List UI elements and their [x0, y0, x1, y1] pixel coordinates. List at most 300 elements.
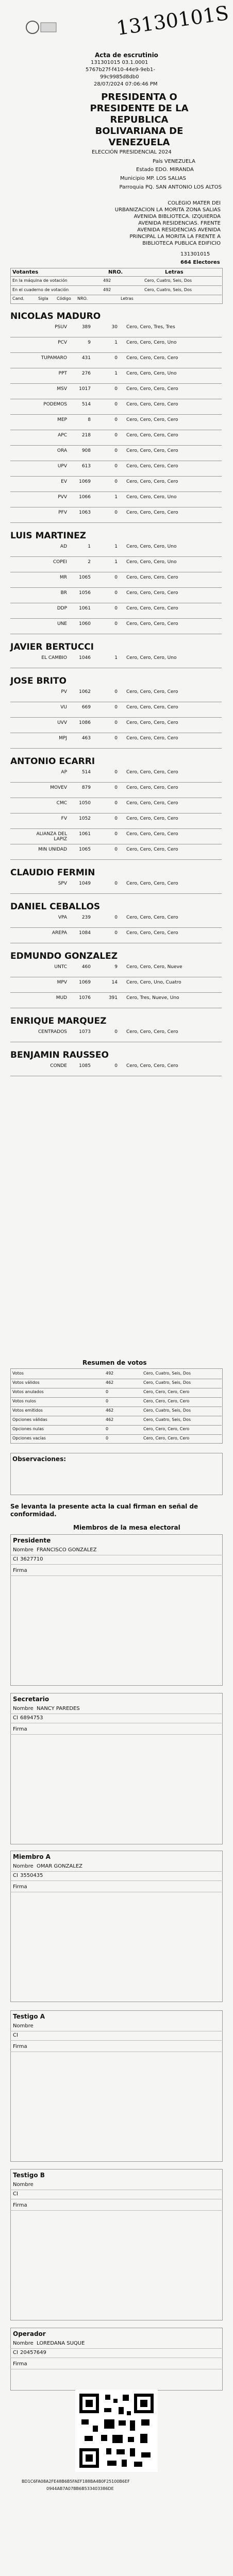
party-votes: 0 [114, 606, 118, 611]
party-code: MSV [57, 386, 67, 392]
party-votes: 0 [114, 770, 118, 775]
signature-ci-label: CI [13, 2191, 18, 2197]
party-code: DDP [57, 606, 67, 611]
signature-ci: 3627710 [20, 1556, 43, 1562]
candidate-party-row [36, 464, 222, 480]
party-code: MOVEV [50, 785, 67, 790]
party-votes: 1 [114, 495, 118, 500]
center-line-6: PRINCIPAL LA MORITA LA FRENTE A [129, 234, 221, 240]
summary-row [10, 1416, 222, 1425]
party-votes-letters: Cero, Cero, Cero, Cero [126, 881, 178, 886]
party-number: 389 [81, 325, 91, 330]
party-votes-letters: Cero, Cero, Cero, Cero [126, 736, 178, 741]
party-votes-letters: Cero, Cero, Cero, Cero [126, 705, 178, 710]
party-votes-letters: Cero, Cero, Cero, Cero [126, 606, 178, 611]
party-votes: 0 [114, 930, 118, 936]
party-number: 1061 [79, 606, 91, 611]
candidate-party-row [36, 930, 222, 947]
party-votes: 0 [114, 832, 118, 837]
signature-block [10, 1851, 223, 2002]
party-votes-letters: Cero, Cero, Cero, Cero [126, 689, 178, 694]
party-code: CENTRADOS [38, 1029, 67, 1035]
signature-name-label: Nombre [13, 2341, 34, 2346]
party-votes-letters: Cero, Cero, Cero, Cero [126, 785, 178, 790]
party-code: PV [61, 689, 67, 694]
party-votes: 0 [114, 510, 118, 515]
election-line-4: BOLIVARIANA DE [95, 126, 184, 137]
row2-label: En el cuaderno de votación [12, 287, 69, 292]
observations-label: Observaciones: [12, 1455, 66, 1463]
signature-ci: 3550435 [20, 1873, 43, 1878]
footer-hash-1: BD1C6FA08A2FE48B6B5FAEF188BA4B0F25100B6EF [22, 2479, 130, 2484]
party-number: 1065 [79, 847, 91, 852]
party-votes: 14 [111, 980, 118, 985]
party-code: CMC [56, 801, 67, 806]
party-votes: 0 [114, 621, 118, 626]
party-votes-letters: Cero, Cero, Cero, Cero [126, 1029, 178, 1035]
candidate-party-row [36, 402, 222, 418]
candidate-party-row [36, 575, 222, 591]
party-code: EV [61, 479, 67, 484]
summary-row [10, 1369, 222, 1379]
signature-role: Presidente [13, 1537, 51, 1544]
summary-row [10, 1397, 222, 1406]
party-code: PPT [58, 371, 67, 376]
party-number: 1084 [79, 930, 91, 936]
candidate-name: EDMUNDO GONZALEZ [10, 951, 118, 961]
qr-code [75, 2389, 158, 2472]
party-votes: 0 [114, 801, 118, 806]
municipality: Municipio MP. LOS SALIAS [120, 176, 186, 181]
party-votes: 1 [114, 340, 118, 345]
party-code: TUPAMARO [41, 355, 67, 361]
candidate-party-row [36, 606, 222, 622]
summary-letters: Cero, Cuatro, Seis, Dos [143, 1380, 191, 1385]
summary-label: Votos emitidos [12, 1408, 43, 1413]
summary-nro: 492 [106, 1371, 114, 1376]
party-code: CONDE [50, 1063, 67, 1069]
signature-name: OMAR GONZALEZ [37, 1863, 82, 1869]
party-votes-letters: Cero, Tres, Nueve, Uno [126, 995, 179, 1001]
party-votes-letters: Cero, Cero, Cero, Cero [126, 575, 178, 580]
summary-letters: Cero, Cuatro, Seis, Dos [143, 1371, 191, 1376]
candidate-party-row [36, 964, 222, 981]
party-votes: 9 [114, 964, 118, 970]
signature-role: Operador [13, 2330, 46, 2337]
center-line-7: BIBLIOTECA PUBLICA EDIFICIO [142, 241, 221, 246]
candidate-party-row [36, 785, 222, 802]
party-votes: 391 [108, 995, 118, 1001]
summary-nro: 0 [106, 1436, 109, 1440]
party-code: PODEMOS [43, 402, 67, 407]
signature-name: NANCY PAREDES [37, 1706, 80, 1711]
signature-name: FRANCISCO GONZALEZ [37, 1547, 97, 1553]
party-votes: 0 [114, 689, 118, 694]
election-line-2: PRESIDENTE DE LA [90, 103, 189, 114]
party-votes-letters: Cero, Cero, Cero, Cero [126, 770, 178, 775]
party-votes: 0 [114, 705, 118, 710]
election-line-5: VENEZUELA [108, 137, 170, 148]
party-code: APC [58, 433, 67, 438]
candidate-party-row [36, 801, 222, 817]
party-votes-letters: Cero, Cero, Cero, Uno [126, 544, 177, 549]
center-line-5: AVENIDA RESIDENCIAS AVENIDA [137, 227, 221, 233]
summary-row [10, 1388, 222, 1397]
row1-letters: Cero, Cuatro, Seis, Dos [144, 278, 192, 283]
candidate-name: ANTONIO ECARRI [10, 756, 95, 767]
party-code: MUD [56, 995, 67, 1001]
center-line-3: AVENIDA BIBLIOTECA. IZQUIERDA [134, 214, 221, 219]
party-votes: 0 [114, 433, 118, 438]
summary-title: Resumen de votos [82, 1359, 147, 1366]
summary-nro: 462 [106, 1408, 114, 1413]
candidate-party-row [36, 1029, 222, 1046]
party-votes-letters: Cero, Cero, Cero, Cero [126, 720, 178, 725]
summary-label: Opciones vacías [12, 1436, 46, 1440]
center-line-1: COLEGIO MATER DEI [168, 200, 221, 206]
summary-nro: 0 [106, 1399, 109, 1403]
party-votes-letters: Cero, Cero, Cero, Cero [126, 448, 178, 453]
candidate-party-row [36, 705, 222, 721]
candidate-party-row [36, 915, 222, 931]
party-code: VU [60, 705, 67, 710]
party-votes-letters: Cero, Cero, Cero, Cero [126, 479, 178, 484]
signature-block [10, 2169, 223, 2320]
party-votes-letters: Cero, Cero, Cero, Cero [126, 1063, 178, 1069]
party-number: 669 [81, 705, 91, 710]
summary-letters: Cero, Cero, Cero, Cero [143, 1427, 190, 1431]
party-votes: 0 [114, 575, 118, 580]
candidate-party-row [36, 417, 222, 434]
candidate-party-row [36, 433, 222, 449]
party-code: AP [61, 770, 67, 775]
summary-letters: Cero, Cero, Cero, Cero [143, 1399, 190, 1403]
party-votes-letters: Cero, Cero, Cero, Cero [126, 510, 178, 515]
party-votes: 1 [114, 544, 118, 549]
sub-col-5: Letras [121, 296, 134, 301]
signature-role: Testigo A [13, 2013, 45, 2020]
party-number: 1086 [79, 720, 91, 725]
party-code: PCV [58, 340, 67, 345]
party-number: 1061 [79, 832, 91, 837]
candidate-name: JOSE BRITO [10, 676, 66, 686]
party-number: 463 [81, 736, 91, 741]
party-votes: 0 [114, 736, 118, 741]
candidate-party-row [36, 1063, 222, 1080]
signature-firma-label: Firma [13, 2044, 27, 2049]
party-code: MPJ [59, 736, 67, 741]
sub-col-1: Cand. [12, 296, 25, 301]
party-number: 1050 [79, 801, 91, 806]
candidate-party-row [36, 325, 222, 341]
party-number: 1017 [79, 386, 91, 392]
party-number: 1065 [79, 575, 91, 580]
legal-text: Se levanta la presente acta la cual firman en señal de conformidad. [10, 1503, 198, 1518]
signature-name-label: Nombre [13, 2182, 34, 2188]
voting-center [107, 200, 221, 247]
party-number: 1052 [79, 816, 91, 821]
party-number: 1056 [79, 590, 91, 596]
party-votes-letters: Cero, Cero, Cero, Cero [126, 915, 178, 920]
party-number: 460 [81, 964, 91, 970]
party-votes-letters: Cero, Cero, Tres, Tres [126, 325, 175, 330]
signature-ci-label: CI [13, 1873, 18, 1878]
party-code: UNE [57, 621, 67, 626]
row1-nro: 492 [103, 278, 111, 283]
candidate-name: DANIEL CEBALLOS [10, 902, 101, 912]
signature-ci-label: CI [13, 1556, 18, 1562]
signature-firma-label: Firma [13, 1568, 27, 1573]
party-votes: 1 [114, 655, 118, 660]
row1-label: En la máquina de votación [12, 278, 68, 283]
party-votes-letters: Cero, Cero, Cero, Cero [126, 847, 178, 852]
party-code: ORA [57, 448, 67, 453]
candidate-party-row [36, 881, 222, 897]
party-code: MPV [57, 980, 67, 985]
party-votes: 30 [111, 325, 118, 330]
parish: Parroquia PQ. SAN ANTONIO LOS ALTOS [119, 184, 222, 190]
center-code: 131301015 [180, 251, 210, 257]
summary-nro: 462 [106, 1417, 114, 1422]
candidate-party-row [36, 770, 222, 786]
candidate-party-row [36, 386, 222, 403]
voters-col-1: Votantes [12, 269, 39, 275]
party-votes-letters: Cero, Cero, Cero, Cero [126, 930, 178, 936]
candidate-party-row [36, 448, 222, 465]
signature-ci: 6894753 [20, 1715, 43, 1721]
party-number: 1063 [79, 510, 91, 515]
party-votes: 0 [114, 355, 118, 361]
candidate-party-row [36, 340, 222, 357]
party-votes: 0 [114, 915, 118, 920]
center-line-2: URBANIZACION LA MORITA ZONA SALIAS [114, 207, 221, 213]
signature-role: Testigo B [13, 2172, 45, 2179]
signature-firma-label: Firma [13, 2361, 27, 2367]
sub-col-4: NRO. [77, 296, 88, 301]
party-code: AD [60, 544, 67, 549]
party-code: PVV [58, 495, 67, 500]
candidate-party-row [36, 544, 222, 561]
candidate-name: BENJAMIN RAUSSEO [10, 1050, 109, 1060]
party-votes: 0 [114, 816, 118, 821]
party-votes: 1 [114, 560, 118, 565]
party-number: 8 [88, 417, 91, 422]
hash-line-2: 99c9985d8db0 [100, 74, 139, 80]
party-votes: 0 [114, 1029, 118, 1035]
candidate-party-row [36, 655, 222, 672]
party-code: SPV [58, 881, 67, 886]
party-votes-letters: Cero, Cero, Cero, Nueve [126, 964, 182, 970]
party-number: 1046 [79, 655, 91, 660]
center-line-4: AVENIDA RESIDENCIAS. FRENTE [138, 221, 221, 226]
act-number: 131301015 03.1.0001 [91, 60, 148, 65]
candidate-party-row [36, 995, 222, 1012]
candidate-party-row [36, 479, 222, 496]
party-number: 2 [88, 560, 91, 565]
party-votes-letters: Cero, Cero, Uno, Cuatro [126, 980, 181, 985]
members-title: Miembros de la mesa electoral [73, 1524, 180, 1531]
party-number: 218 [81, 433, 91, 438]
candidate-party-row [36, 355, 222, 372]
party-votes: 0 [114, 479, 118, 484]
party-votes: 0 [114, 590, 118, 596]
signature-block [10, 2328, 223, 2391]
party-votes: 0 [114, 847, 118, 852]
signature-block [10, 1534, 223, 1686]
party-code: COPEI [53, 560, 67, 565]
party-votes-letters: Cero, Cero, Cero, Uno [126, 340, 177, 345]
signature-firma-label: Firma [13, 2202, 27, 2208]
party-votes: 0 [114, 720, 118, 725]
party-code: VPA [58, 915, 67, 920]
party-votes-letters: Cero, Cero, Cero, Uno [126, 560, 177, 565]
signature-name-label: Nombre [13, 1547, 34, 1553]
party-number: 1062 [79, 689, 91, 694]
party-number: 1073 [79, 1029, 91, 1035]
summary-letters: Cero, Cero, Cero, Cero [143, 1389, 190, 1394]
party-code: MR [59, 575, 67, 580]
party-votes: 0 [114, 785, 118, 790]
signature-ci-label: CI [13, 2350, 18, 2355]
party-code: UVV [57, 720, 67, 725]
signature-ci-label: CI [13, 1715, 18, 1721]
handwritten-code: 13130101S [115, 1, 230, 40]
hash-line-1: 5767b27f-f410-44e9-9eb1- [86, 67, 155, 73]
candidate-party-row [36, 510, 222, 527]
party-votes-letters: Cero, Cero, Cero, Cero [126, 355, 178, 361]
party-votes-letters: Cero, Cero, Cero, Cero [126, 433, 178, 438]
voters-col-2: NRO. [108, 269, 123, 275]
candidate-name: ENRIQUE MARQUEZ [10, 1016, 107, 1026]
candidate-name: NICOLAS MADURO [10, 311, 101, 321]
party-code: UPV [57, 464, 67, 469]
party-number: 1085 [79, 1063, 91, 1069]
signature-role: Secretario [13, 1696, 49, 1703]
party-votes-letters: Cero, Cero, Cero, Uno [126, 495, 177, 500]
summary-label: Opciones nulas [12, 1427, 44, 1431]
party-votes: 0 [114, 402, 118, 407]
election-name: ELECCIÓN PRESIDENCIAL 2024 [92, 149, 172, 155]
party-code: UNTC [54, 964, 67, 970]
party-number: 1049 [79, 881, 91, 886]
party-number: 613 [81, 464, 91, 469]
party-votes-letters: Cero, Cero, Cero, Uno [126, 655, 177, 660]
electors: 664 Electores [180, 260, 220, 265]
party-number: 908 [81, 448, 91, 453]
timestamp: 28/07/2024 07:06:46 PM [94, 81, 158, 87]
signature-role: Miembro A [13, 1853, 51, 1860]
signature-name-label: Nombre [13, 2023, 34, 2029]
party-votes: 1 [114, 371, 118, 376]
party-votes-letters: Cero, Cero, Cero, Cero [126, 402, 178, 407]
candidate-party-row [36, 980, 222, 996]
summary-label: Votos [12, 1371, 24, 1376]
party-votes-letters: Cero, Cero, Cero, Cero [126, 417, 178, 422]
party-code: PFV [58, 510, 67, 515]
sub-col-3: Código [57, 296, 71, 301]
party-votes-letters: Cero, Cero, Cero, Cero [126, 621, 178, 626]
party-code: MIN UNIDAD [38, 847, 67, 852]
party-number: 9 [88, 340, 91, 345]
summary-nro: 0 [106, 1427, 109, 1431]
party-number: 514 [81, 770, 91, 775]
signature-firma-label: Firma [13, 1726, 27, 1732]
candidate-party-row [36, 847, 222, 863]
party-votes: 0 [114, 386, 118, 392]
election-line-1: PRESIDENTA O [101, 92, 177, 103]
summary-label: Votos anulados [12, 1389, 44, 1394]
sub-col-2: Sigla [38, 296, 48, 301]
party-number: 431 [81, 355, 91, 361]
signature-name-label: Nombre [13, 1706, 34, 1711]
party-number: 514 [81, 402, 91, 407]
party-number: 1066 [79, 495, 91, 500]
party-votes-letters: Cero, Cero, Cero, Cero [126, 386, 178, 392]
voters-col-3: Letras [165, 269, 184, 275]
candidate-party-row [36, 832, 222, 848]
party-votes-letters: Cero, Cero, Cero, Cero [126, 590, 178, 596]
party-number: 879 [81, 785, 91, 790]
signature-name-label: Nombre [13, 1863, 34, 1869]
party-votes-letters: Cero, Cero, Cero, Cero [126, 816, 178, 821]
party-votes-letters: Cero, Cero, Cero, Cero [126, 801, 178, 806]
summary-nro: 0 [106, 1389, 109, 1394]
candidate-name: JAVIER BERTUCCI [10, 642, 94, 652]
election-title [80, 92, 198, 148]
party-votes-letters: Cero, Cero, Cero, Uno [126, 371, 177, 376]
party-number: 276 [81, 371, 91, 376]
party-number: 1069 [79, 980, 91, 985]
footer-hash-2: 0944AB7A07BB6B533403386DE [46, 2486, 114, 2491]
signature-ci-label: CI [13, 2032, 18, 2038]
cne-seal [23, 14, 59, 40]
candidate-party-row [36, 560, 222, 576]
signature-firma-label: Firma [13, 1884, 27, 1890]
candidate-party-row [36, 495, 222, 511]
party-number: 1076 [79, 995, 91, 1001]
summary-nro: 462 [106, 1380, 114, 1385]
candidate-party-row [36, 590, 222, 607]
summary-letters: Cero, Cero, Cero, Cero [143, 1436, 190, 1440]
summary-row [10, 1434, 222, 1444]
party-number: 1 [88, 544, 91, 549]
summary-letters: Cero, Cuatro, Seis, Dos [143, 1417, 191, 1422]
candidate-name: LUIS MARTINEZ [10, 531, 87, 541]
party-votes-letters: Cero, Cero, Cero, Cero [126, 832, 178, 837]
party-votes: 0 [114, 1063, 118, 1069]
summary-label: Votos válidos [12, 1380, 40, 1385]
candidate-party-row [36, 689, 222, 706]
country: País VENEZUELA [153, 159, 195, 164]
party-votes: 0 [114, 417, 118, 422]
signature-ci: 20457649 [20, 2350, 46, 2355]
candidate-party-row [36, 816, 222, 833]
summary-row [10, 1406, 222, 1416]
party-votes-letters: Cero, Cero, Cero, Cero [126, 464, 178, 469]
row2-nro: 492 [103, 287, 111, 292]
party-votes: 0 [114, 881, 118, 886]
party-number: 1060 [79, 621, 91, 626]
party-number: 239 [81, 915, 91, 920]
candidate-party-row [36, 736, 222, 752]
party-code: MEP [57, 417, 67, 422]
candidate-name: CLAUDIO FERMIN [10, 868, 95, 878]
signature-block [10, 1693, 223, 1844]
summary-label: Votos nulos [12, 1399, 36, 1403]
party-code: ALIANZA DEL LAPIZ [36, 832, 67, 842]
party-votes: 0 [114, 448, 118, 453]
party-code: AREPA [52, 930, 67, 936]
